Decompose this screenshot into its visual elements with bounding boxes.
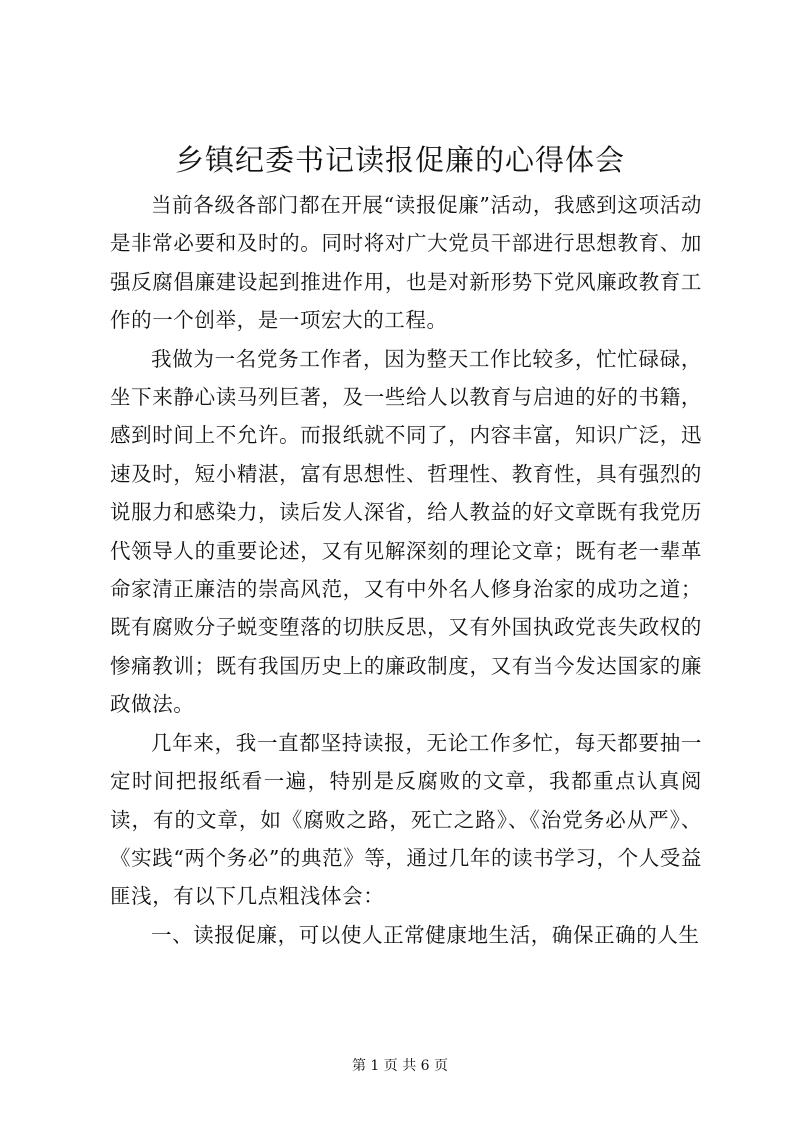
- paragraph-4: 一、读报促廉，可以使人正常健康地生活，确保正确的人生: [151, 922, 700, 947]
- paragraph-1: 当前各级各部门都在开展“读报促廉”活动，我感到这项活动是非常必要和及时的。同时将对广大党员干部进行思想教育、加强反腐倡廉建设起到推进作用，也是对新形势下党风廉政教育工作的一个创举，是一项宏大的工程。: [110, 193, 702, 333]
- document-body: [110, 186, 702, 954]
- paragraph-3: 几年来，我一直都坚持读报，无论工作多忙，每天都要抽一定时间把报纸看一遍，特别是反腐败的文章，我都重点认真阅读，有的文章，如《腐败之路，死亡之路》、《治党务必从严》、《实践“两个务必”的典范》等，通过几年的读书学习，个人受益匪浅，有以下几点粗浅体会：: [110, 730, 702, 909]
- page-number-footer: 第 1 页 共 6 页: [351, 1058, 449, 1074]
- document-title: 乡镇纪委书记读报促廉的心得体会: [174, 143, 625, 177]
- paragraph-2: 我做为一名党务工作者，因为整天工作比较多，忙忙碌碌，坐下来静心读马列巨著，及一些给人以教育与启迪的好的书籍，感到时间上不允许。而报纸就不同了，内容丰富，知识广泛，迅速及时，短小精湛，富有思想性、哲理性、教育性，具有强烈的说服力和感染力，读后发人深省，给人教益的好文章既有我党历代领导人的重要论述，又有见解深刻的理论文章；既有老一辈革命家清正廉洁的崇高风范，又有中外名人修身治家的成功之道；既有腐败分子蜕变堕落的切肤反思，又有外国执政党丧失政权的惨痛教训；既有我国历史上的廉政制度，又有当今发达国家的廉政做法。: [110, 346, 702, 717]
